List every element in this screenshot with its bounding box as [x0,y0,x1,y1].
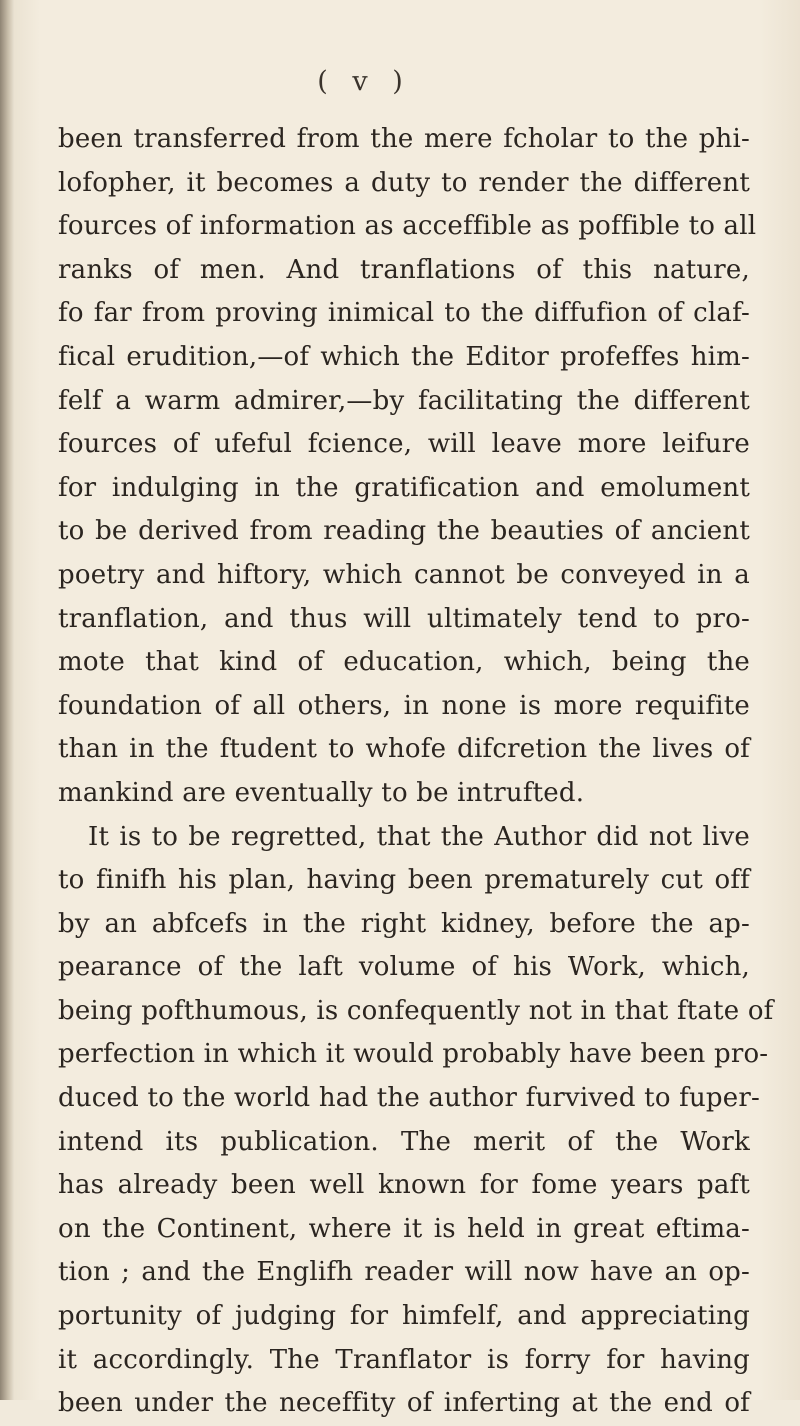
body-text [58,118,774,1426]
text-line: portunity of judging for himfelf, and appreciating [58,1301,750,1332]
text-line: been transferred from the mere fcholar to the phi- [58,124,750,154]
text-line: fo far from proving inimical to the diffufion of claf- [58,298,750,329]
text-line: by an abfcefs in the right kidney, before the ap- [58,908,750,939]
text-line: tranflation, and thus will ultimately tend to pro- [58,603,750,634]
text-line: It is to be regretted, that the Author did not live [88,821,750,852]
text-line: intend its publication. The merit of the Work [58,1126,750,1157]
page-number: ( v ) [317,66,411,97]
text-line: fical erudition,—of which the Editor profeffes him- [58,341,750,372]
text-line: ranks of men. And tranflations of this nature, [58,254,750,285]
text-line: pearance of the laft volume of his Work, which, [58,952,750,983]
text-line: fources of information as acceffible as poffible to all [58,211,757,242]
text-line: fources of ufeful fcience, will leave more leifure [58,429,750,460]
text-line: tion ; and the Englifh reader will now have an op- [58,1257,750,1288]
text-line: mankind are eventually to be intrufted. [58,777,585,808]
text-line: it accordingly. The Tranflator is forry for having [58,1344,750,1375]
text-line: being pofthumous, is confequently not in that ftate of [58,995,774,1026]
page-binding-edge [0,0,14,1400]
text-line: perfection in which it would probably have been pro- [58,1039,769,1070]
text-line: than in the ftudent to whofe difcretion the lives of [58,734,750,765]
text-line: poetry and hiftory, which cannot be conveyed in a [58,559,750,590]
text-line: for indulging in the gratification and emolument [58,472,750,503]
text-line: foundation of all others, in none is more requifite [58,690,750,721]
text-line: been under the neceffity of inferting at the end of [58,1388,750,1419]
text-line: to be derived from reading the beauties of ancient [58,516,750,547]
text-line: has already been well known for fome years paft [58,1170,750,1201]
text-line: felf a warm admirer,—by facilitating the different [58,385,750,416]
text-line: mote that kind of education, which, being the [58,647,750,678]
text-line: on the Continent, where it is held in great eftima- [58,1213,750,1244]
text-line: lofopher, it becomes a duty to render the different [58,167,750,198]
text-line: to finifh his plan, having been prematurely cut off [58,865,750,896]
text-line: duced to the world had the author furvived to fuper- [58,1083,760,1114]
